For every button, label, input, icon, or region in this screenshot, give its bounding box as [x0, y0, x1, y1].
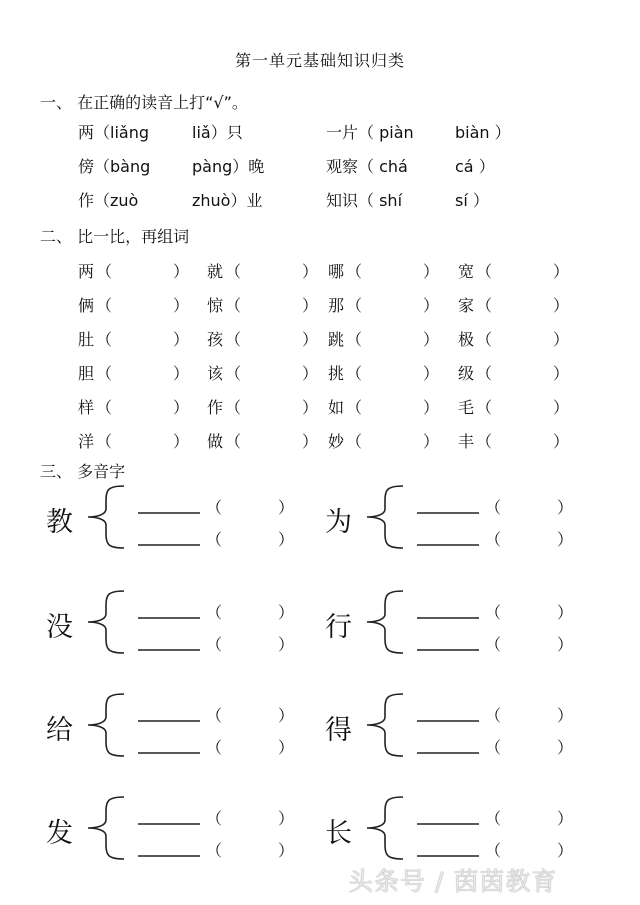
- blank-close-paren: ）: [553, 330, 570, 349]
- compare-char: 挑: [328, 364, 345, 383]
- blank-close-paren: ）: [553, 432, 570, 451]
- pinyin-open-paren: （: [485, 809, 502, 828]
- blank-open-paren: （: [225, 296, 242, 315]
- pinyin-close-paren: ）: [557, 706, 574, 725]
- blank-close-paren: ）: [173, 398, 190, 417]
- pinyin-option-b[interactable]: pàng）晚: [192, 157, 265, 176]
- blank-open-paren: （: [476, 296, 493, 315]
- blank-close-paren: ）: [302, 432, 319, 451]
- blank-open-paren: （: [346, 398, 363, 417]
- polyphone-char: 给: [46, 715, 73, 746]
- pinyin-open-paren: （: [206, 738, 223, 757]
- pinyin-close-paren: ）: [278, 635, 295, 654]
- blank-close-paren: ）: [302, 296, 319, 315]
- compare-char: 两: [78, 262, 95, 281]
- polyphone-char: 没: [46, 612, 73, 643]
- brace-shape: [88, 486, 124, 548]
- pinyin-option-b[interactable]: cá ）: [455, 157, 495, 176]
- blank-open-paren: （: [225, 364, 242, 383]
- pinyin-option-a[interactable]: 两（liǎng: [78, 123, 149, 142]
- compare-char: 该: [207, 364, 224, 383]
- blank-close-paren: ）: [553, 296, 570, 315]
- compare-char: 俩: [78, 296, 95, 315]
- section-two-heading: 二、 比一比，再组词: [40, 227, 190, 246]
- polyphone-char: 长: [325, 818, 352, 849]
- pinyin-close-paren: ）: [278, 706, 295, 725]
- compare-char: 那: [328, 296, 345, 315]
- pinyin-option-a[interactable]: 观察（ chá: [326, 157, 408, 176]
- blank-open-paren: （: [96, 330, 113, 349]
- pinyin-option-a[interactable]: 傍（bàng: [78, 157, 151, 176]
- polyphone-char: 得: [325, 715, 352, 746]
- pinyin-open-paren: （: [206, 603, 223, 622]
- pinyin-open-paren: （: [206, 530, 223, 549]
- blank-open-paren: （: [96, 296, 113, 315]
- pinyin-close-paren: ）: [557, 738, 574, 757]
- compare-char: 孩: [207, 330, 224, 349]
- blank-open-paren: （: [96, 398, 113, 417]
- blank-open-paren: （: [476, 432, 493, 451]
- compare-char: 级: [458, 364, 475, 383]
- blank-open-paren: （: [96, 364, 113, 383]
- blank-open-paren: （: [346, 364, 363, 383]
- brace-shape: [367, 591, 403, 653]
- compare-char: 宽: [458, 262, 475, 281]
- brace-shape: [88, 591, 124, 653]
- compare-char: 哪: [328, 262, 345, 281]
- polyphone-char: 为: [325, 507, 352, 538]
- pinyin-option-b[interactable]: liǎ）只: [192, 123, 243, 142]
- blank-close-paren: ）: [173, 364, 190, 383]
- pinyin-open-paren: （: [206, 706, 223, 725]
- watermark: 头条号 / 茵茵教育: [348, 867, 558, 896]
- blank-close-paren: ）: [173, 432, 190, 451]
- pinyin-close-paren: ）: [557, 841, 574, 860]
- blank-open-paren: （: [346, 330, 363, 349]
- compare-char: 家: [458, 296, 475, 315]
- pinyin-close-paren: ）: [278, 738, 295, 757]
- pinyin-close-paren: ）: [557, 809, 574, 828]
- section-one-heading: 一、 在正确的读音上打“√”。: [40, 93, 248, 112]
- brace-shape: [88, 694, 124, 756]
- polyphone-char: 发: [46, 818, 73, 849]
- compare-char: 跳: [328, 330, 345, 349]
- pinyin-open-paren: （: [206, 841, 223, 860]
- blank-close-paren: ）: [423, 364, 440, 383]
- pinyin-open-paren: （: [485, 498, 502, 517]
- polyphone-char: 行: [325, 612, 352, 643]
- compare-char: 做: [207, 432, 224, 451]
- blank-open-paren: （: [346, 262, 363, 281]
- pinyin-open-paren: （: [485, 738, 502, 757]
- compare-char: 样: [78, 398, 95, 417]
- blank-close-paren: ）: [302, 262, 319, 281]
- compare-char: 肚: [78, 330, 95, 349]
- compare-char: 丰: [458, 432, 475, 451]
- blank-open-paren: （: [225, 432, 242, 451]
- pinyin-option-b[interactable]: zhuò）业: [192, 191, 263, 210]
- blank-close-paren: ）: [553, 262, 570, 281]
- pinyin-option-b[interactable]: sí ）: [455, 191, 489, 210]
- pinyin-open-paren: （: [485, 841, 502, 860]
- brace-shape: [367, 694, 403, 756]
- pinyin-close-paren: ）: [557, 498, 574, 517]
- compare-char: 如: [328, 398, 345, 417]
- brace-shape: [367, 486, 403, 548]
- pinyin-close-paren: ）: [557, 603, 574, 622]
- pinyin-option-a[interactable]: 作（zuò: [78, 191, 139, 210]
- blank-open-paren: （: [346, 432, 363, 451]
- pinyin-open-paren: （: [206, 498, 223, 517]
- blank-open-paren: （: [346, 296, 363, 315]
- pinyin-open-paren: （: [485, 603, 502, 622]
- brace-shape: [88, 797, 124, 859]
- blank-close-paren: ）: [173, 262, 190, 281]
- pinyin-open-paren: （: [485, 635, 502, 654]
- blank-close-paren: ）: [423, 262, 440, 281]
- section-three-heading: 三、 多音字: [40, 462, 126, 481]
- blank-open-paren: （: [476, 330, 493, 349]
- blank-open-paren: （: [476, 398, 493, 417]
- blank-close-paren: ）: [302, 330, 319, 349]
- compare-char: 胆: [78, 364, 95, 383]
- compare-char: 妙: [328, 432, 345, 451]
- blank-close-paren: ）: [302, 364, 319, 383]
- pinyin-option-a[interactable]: 一片（ piàn: [326, 123, 414, 142]
- pinyin-close-paren: ）: [557, 530, 574, 549]
- blank-open-paren: （: [476, 364, 493, 383]
- pinyin-open-paren: （: [485, 706, 502, 725]
- blank-close-paren: ）: [173, 296, 190, 315]
- pinyin-option-b[interactable]: biàn ）: [455, 123, 511, 142]
- pinyin-open-paren: （: [485, 530, 502, 549]
- blank-close-paren: ）: [553, 364, 570, 383]
- compare-char: 惊: [207, 296, 224, 315]
- blank-close-paren: ）: [423, 296, 440, 315]
- blank-open-paren: （: [225, 262, 242, 281]
- pinyin-open-paren: （: [206, 809, 223, 828]
- pinyin-close-paren: ）: [278, 498, 295, 517]
- blank-close-paren: ）: [423, 330, 440, 349]
- compare-char: 就: [207, 262, 224, 281]
- pinyin-close-paren: ）: [278, 603, 295, 622]
- blank-open-paren: （: [225, 330, 242, 349]
- brace-shape: [367, 797, 403, 859]
- polyphone-char: 教: [46, 507, 73, 538]
- pinyin-close-paren: ）: [557, 635, 574, 654]
- page-title: 第一单元基础知识归类: [234, 51, 405, 70]
- blank-close-paren: ）: [173, 330, 190, 349]
- blank-close-paren: ）: [423, 398, 440, 417]
- blank-close-paren: ）: [302, 398, 319, 417]
- blank-close-paren: ）: [553, 398, 570, 417]
- blank-open-paren: （: [476, 262, 493, 281]
- compare-char: 洋: [78, 432, 95, 451]
- blank-open-paren: （: [96, 262, 113, 281]
- blank-open-paren: （: [225, 398, 242, 417]
- pinyin-close-paren: ）: [278, 841, 295, 860]
- pinyin-open-paren: （: [206, 635, 223, 654]
- blank-close-paren: ）: [423, 432, 440, 451]
- blank-open-paren: （: [96, 432, 113, 451]
- pinyin-close-paren: ）: [278, 809, 295, 828]
- compare-char: 作: [207, 398, 224, 417]
- pinyin-option-a[interactable]: 知识（ shí: [326, 191, 403, 210]
- compare-char: 毛: [458, 398, 475, 417]
- compare-char: 极: [458, 330, 475, 349]
- pinyin-close-paren: ）: [278, 530, 295, 549]
